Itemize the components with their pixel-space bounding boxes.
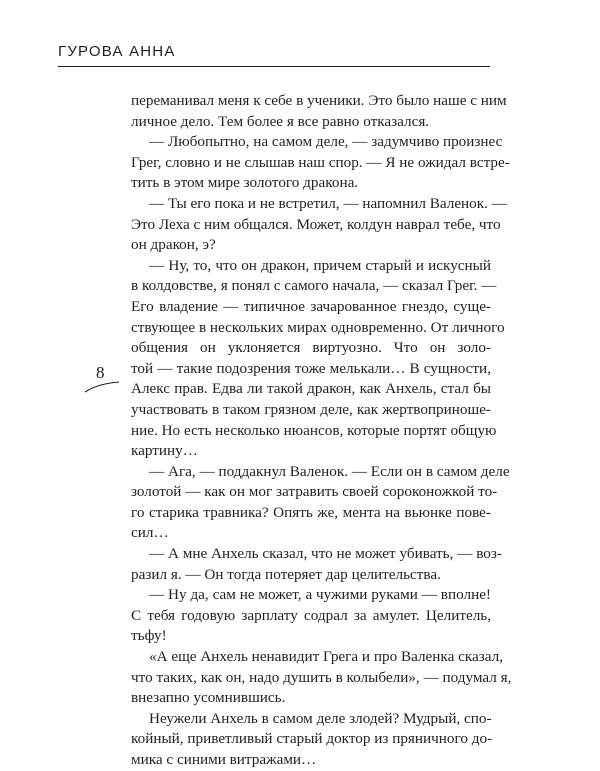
text-line: что таких, как он, надо душить в колыбели», — подумал я, xyxy=(131,668,512,686)
text-line: — Любопытно, на самом деле, — задумчиво произнес xyxy=(149,133,503,151)
running-header-author: ГУРОВА АННА xyxy=(58,43,176,60)
text-line: переманивал меня к себе в ученики. Это было наше с ним xyxy=(131,92,507,109)
text-line: — Ну, то, что он дракон, причем старый и искусный xyxy=(149,256,491,274)
text-line: участвовать в таком грязном деле, как жертвоприноше- xyxy=(131,400,491,418)
text-line: — Ну да, сам не может, а чужими руками — вполне! xyxy=(149,586,491,604)
text-line: С тебя годовую зарплату содрал за амулет. Целитель, xyxy=(131,606,491,624)
header-rule xyxy=(58,66,490,67)
text-line: — А мне Анхель сказал, что не может убивать, — воз- xyxy=(149,545,502,563)
text-line: мика с синими витражами… xyxy=(131,751,317,768)
text-line: Неужели Анхель в самом деле злодей? Мудрый, спо- xyxy=(149,709,492,727)
text-line: тьфу! xyxy=(131,627,167,645)
text-line: Его владение — типичное зачарованное гнездо, суще- xyxy=(131,297,491,315)
text-line: Алекс прав. Едва ли такой дракон, как Анхель, стал бы xyxy=(131,380,491,398)
text-line: ние. Но есть несколько нюансов, которые портят общую xyxy=(131,421,497,439)
body-text xyxy=(131,91,512,771)
text-line: койный, приветливый старый доктор из пряничного до- xyxy=(131,730,493,748)
text-line: «А еще Анхель ненавидит Грега и про Валенка сказал, xyxy=(149,648,503,666)
text-line: Грег, словно и не слышав наш спор. — Я не ожидал встре- xyxy=(131,153,510,171)
text-line: — Ага, — поддакнул Валенок. — Если он в самом деле xyxy=(149,462,510,480)
text-line: картину… xyxy=(131,442,198,460)
text-line: личное дело. Тем более я все равно отказался. xyxy=(131,112,430,130)
text-line: внезапно усомнившись. xyxy=(131,689,286,707)
text-line: го старика травника? Опять же, мента на вьюнке пове- xyxy=(131,503,491,521)
text-line: ствующее в нескольких мирах одновременно. От личного xyxy=(131,318,505,336)
text-line: он дракон, э? xyxy=(131,236,216,254)
text-line: золотой — как он мог затравить своей сороконожкой то- xyxy=(131,483,498,501)
text-line: сил… xyxy=(131,524,169,542)
page-number: 8 xyxy=(96,363,105,382)
text-line: той — такие подозрения тоже мелькали… В сущности, xyxy=(131,359,491,377)
text-line: — Ты его пока и не встретил, — напомнил Валенок. — xyxy=(149,194,507,212)
text-line: общения он уклоняется виртуозно. Что он золо- xyxy=(131,339,491,357)
text-line: в колдовстве, я понял с самого начала, — сказал Грег. — xyxy=(131,277,497,295)
text-line: разил я. — Он тогда потеряет дар целительства. xyxy=(131,565,441,583)
page-number-flourish xyxy=(84,380,120,394)
text-line: Это Леха с ним общался. Может, колдун наврал тебе, что xyxy=(131,215,501,233)
text-line: тить в этом мире золотого дракона. xyxy=(131,174,359,192)
